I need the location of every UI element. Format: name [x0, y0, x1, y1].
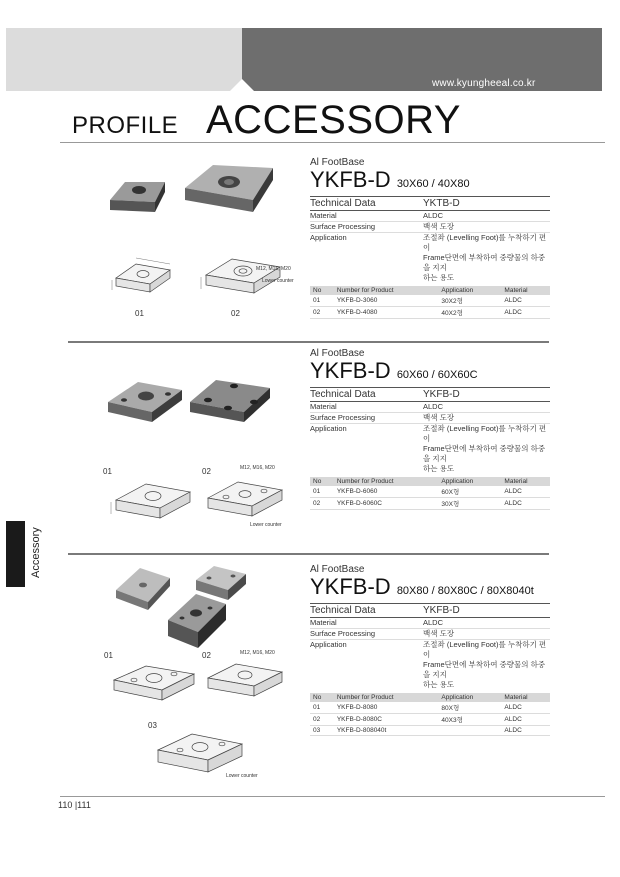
spec-note: 하는 용도 [423, 273, 455, 282]
product-photo-80x80 [112, 562, 262, 654]
spec-value: 조절좌 (Levelling Foot)를 누착하기 편이 [423, 233, 547, 252]
product-table [310, 477, 550, 510]
table-row [310, 486, 550, 498]
spec-key: Application [310, 640, 347, 649]
spec-value: YKTB-D [423, 198, 460, 209]
drawing-80x80c [200, 654, 290, 704]
spec-row-material [310, 211, 550, 222]
website-url: www.kyungheeal.co.kr [432, 78, 536, 89]
table-header-row [310, 693, 550, 702]
table-cell: 01 [310, 702, 334, 714]
drawing-40x80 [198, 247, 288, 303]
drawing-label-01: 01 [135, 309, 144, 318]
spec-key: Surface Processing [310, 222, 376, 231]
model-sizes: 80X80 / 80X80C / 80X8040t [396, 585, 534, 597]
table-cell: 03 [310, 726, 334, 736]
spec-key: Material [310, 402, 337, 411]
spec-block-80x80 [310, 564, 550, 736]
table-row [310, 295, 550, 307]
table-header: Application [438, 286, 501, 295]
model-title [310, 359, 550, 387]
table-cell: YKFB-D-8080C [334, 714, 439, 726]
table-cell: ALDC [501, 714, 550, 726]
spec-row-technical [310, 197, 550, 211]
model-sizes: 60X60 / 60X60C [396, 369, 478, 381]
table-cell: 30X2형 [438, 295, 501, 307]
header-band-left [6, 28, 242, 91]
spec-value: ALDC [423, 211, 444, 220]
spec-row-application-note [310, 273, 550, 283]
table-header: Material [501, 286, 550, 295]
table-cell: YKFB-D-4080 [334, 307, 439, 319]
table-cell: YKFB-D-8080 [334, 702, 439, 714]
spec-value: 조절좌 (Levelling Foot)를 누착하기 편이 [423, 640, 547, 659]
side-tab-marker [6, 521, 25, 587]
spec-key: Material [310, 618, 337, 627]
table-cell: YKFB-D-6060C [334, 498, 439, 510]
model-name: YKFB-D [310, 574, 391, 599]
spec-note: 하는 용도 [423, 464, 455, 473]
table-row [310, 714, 550, 726]
page-title-profile: PROFILE [72, 112, 179, 139]
spec-row-surface [310, 413, 550, 424]
spec-key: Technical Data [310, 389, 376, 400]
spec-key: Surface Processing [310, 413, 376, 422]
table-cell: 30X형 [438, 498, 501, 510]
page-numbers: 110 |111 [58, 800, 91, 810]
category-label: Al FootBase [310, 564, 365, 575]
drawing-note-counter: Lower counter [250, 522, 282, 528]
drawing-note-thread: M12, M16, M20 [256, 266, 291, 272]
model-title [310, 168, 550, 196]
spec-row-application-note [310, 680, 550, 690]
spec-value: ALDC [423, 402, 444, 411]
spec-row-surface [310, 629, 550, 640]
spec-note: Frame단면에 부착하여 중량물의 하중을 지지 [423, 660, 546, 679]
drawing-60x60c [200, 468, 290, 528]
drawing-60x60 [108, 470, 198, 528]
table-header: Number for Product [334, 286, 439, 295]
spec-key: Surface Processing [310, 629, 376, 638]
table-header: No [310, 286, 334, 295]
model-sizes: 30X60 / 40X80 [396, 178, 470, 190]
table-header: Material [501, 693, 550, 702]
header-notch [230, 79, 254, 91]
spec-value: YKFB-D [423, 605, 460, 616]
spec-note: Frame단면에 부착하여 중량물의 하중을 지지 [423, 444, 546, 463]
spec-key: Application [310, 233, 347, 242]
table-cell: YKFB-D-6060 [334, 486, 439, 498]
drawing-label-02: 02 [231, 309, 240, 318]
spec-value: YKFB-D [423, 389, 460, 400]
table-cell: ALDC [501, 307, 550, 319]
table-cell: 02 [310, 714, 334, 726]
spec-key: Technical Data [310, 198, 376, 209]
drawing-label-03: 03 [148, 721, 157, 730]
table-cell: 40X3형 [438, 714, 501, 726]
model-name: YKFB-D [310, 358, 391, 383]
spec-note: 하는 용도 [423, 680, 455, 689]
table-header: No [310, 477, 334, 486]
spec-value: 조절좌 (Levelling Foot)를 누착하기 편이 [423, 424, 547, 443]
spec-key: Application [310, 424, 347, 433]
spec-value: ALDC [423, 618, 444, 627]
spec-row-application-note [310, 660, 550, 680]
spec-value: 백색 도장 [423, 222, 455, 231]
spec-row-material [310, 618, 550, 629]
product-photo-60x60 [104, 372, 284, 434]
table-cell: 01 [310, 486, 334, 498]
drawing-label-01: 01 [104, 651, 113, 660]
table-cell: ALDC [501, 726, 550, 736]
model-name: YKFB-D [310, 167, 391, 192]
drawing-note-counter: Lower counter [262, 278, 294, 284]
table-row [310, 726, 550, 736]
table-header: Application [438, 693, 501, 702]
spec-row-application-note [310, 253, 550, 273]
spec-key: Technical Data [310, 605, 376, 616]
table-header: Material [501, 477, 550, 486]
spec-row-technical [310, 604, 550, 618]
drawing-label-01: 01 [103, 467, 112, 476]
table-header-row [310, 477, 550, 486]
spec-block-30x60 [310, 157, 550, 319]
spec-value: 백색 도장 [423, 413, 455, 422]
drawing-note-counter: Lower counter [226, 773, 258, 779]
table-row [310, 498, 550, 510]
spec-row-application-note [310, 444, 550, 464]
drawing-30x60 [108, 252, 178, 300]
spec-key: Material [310, 211, 337, 220]
spec-row-application [310, 424, 550, 444]
table-cell: 02 [310, 498, 334, 510]
spec-row-surface [310, 222, 550, 233]
table-header: Application [438, 477, 501, 486]
category-label: Al FootBase [310, 348, 365, 359]
table-row [310, 702, 550, 714]
table-cell: 40X2형 [438, 307, 501, 319]
table-cell: 01 [310, 295, 334, 307]
spec-block-60x60 [310, 348, 550, 510]
table-cell: ALDC [501, 702, 550, 714]
product-table [310, 693, 550, 736]
table-cell: 02 [310, 307, 334, 319]
page-title-accessory: ACCESSORY [206, 98, 461, 142]
table-header-row [310, 286, 550, 295]
side-tab-label: Accessory [30, 527, 42, 578]
drawing-note-thread: M12, M16, M20 [240, 465, 275, 471]
table-header: Number for Product [334, 693, 439, 702]
table-cell: YKFB-D-808040t [334, 726, 439, 736]
drawing-80x80 [106, 654, 202, 710]
spec-row-application-note [310, 464, 550, 474]
title-divider [60, 142, 605, 143]
category-label: Al FootBase [310, 157, 365, 168]
spec-row-application [310, 233, 550, 253]
table-cell: 80X형 [438, 702, 501, 714]
table-header: No [310, 693, 334, 702]
spec-note: Frame단면에 부착하여 중량물의 하중을 지지 [423, 253, 546, 272]
model-title [310, 575, 550, 603]
spec-value: 백색 도장 [423, 629, 455, 638]
section-divider [68, 341, 549, 343]
drawing-note-thread: M12, M16, M20 [240, 650, 275, 656]
footer-divider [60, 796, 605, 797]
table-cell: YKFB-D-3060 [334, 295, 439, 307]
table-cell: 60X형 [438, 486, 501, 498]
product-photo-30x60 [105, 160, 285, 230]
drawing-label-02: 02 [202, 651, 211, 660]
header-band-right [242, 28, 602, 91]
product-table [310, 286, 550, 319]
table-cell: ALDC [501, 295, 550, 307]
table-cell: ALDC [501, 498, 550, 510]
table-header: Number for Product [334, 477, 439, 486]
table-cell: ALDC [501, 486, 550, 498]
spec-row-application [310, 640, 550, 660]
spec-row-material [310, 402, 550, 413]
spec-row-technical [310, 388, 550, 402]
table-row [310, 307, 550, 319]
drawing-label-02: 02 [202, 467, 211, 476]
section-divider [68, 553, 549, 555]
table-cell [438, 726, 501, 736]
